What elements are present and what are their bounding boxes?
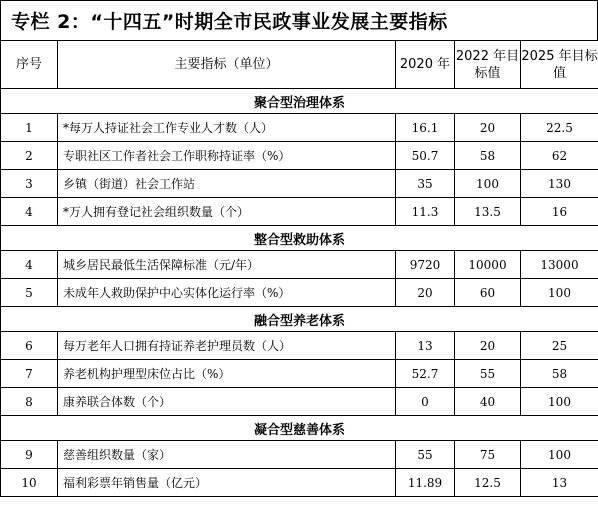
row-target-2022: 40	[455, 388, 521, 416]
row-indicator: *万人拥有登记社会组织数量（个）	[58, 198, 396, 226]
row-target-2022: 75	[455, 441, 521, 469]
header-indicator: 主要指标（单位）	[58, 41, 396, 89]
row-indicator: 慈善组织数量（家）	[58, 441, 396, 469]
row-indicator: 城乡居民最低生活保障标准（元/年）	[58, 251, 396, 279]
row-indicator: 每万老年人口拥有持证养老护理员数（人）	[58, 332, 396, 360]
row-indicator: 乡镇（街道）社会工作站	[58, 170, 396, 198]
header-seq: 序号	[1, 41, 58, 89]
row-number: 7	[1, 360, 58, 388]
row-target-2025: 100	[521, 388, 598, 416]
row-value-2020: 52.7	[396, 360, 455, 388]
row-indicator: 福利彩票年销售量（亿元）	[58, 469, 396, 497]
header-row	[1, 41, 598, 89]
row-target-2025: 16	[521, 198, 598, 226]
table-row	[1, 469, 598, 497]
row-target-2022: 58	[455, 142, 521, 170]
table-row	[1, 198, 598, 226]
row-value-2020: 20	[396, 279, 455, 307]
row-value-2020: 11.3	[396, 198, 455, 226]
row-value-2020: 9720	[396, 251, 455, 279]
row-target-2025: 62	[521, 142, 598, 170]
row-target-2022: 60	[455, 279, 521, 307]
table-row	[1, 441, 598, 469]
row-target-2022: 13.5	[455, 198, 521, 226]
row-target-2022: 10000	[455, 251, 521, 279]
header-2020: 2020 年	[396, 41, 455, 89]
row-number: 10	[1, 469, 58, 497]
row-target-2025: 58	[521, 360, 598, 388]
row-number: 8	[1, 388, 58, 416]
table-row	[1, 360, 598, 388]
section-row	[1, 226, 598, 251]
row-number: 4	[1, 251, 58, 279]
row-number: 1	[1, 114, 58, 142]
row-target-2022: 100	[455, 170, 521, 198]
row-value-2020: 35	[396, 170, 455, 198]
row-indicator: *每万人持证社会工作专业人才数（人）	[58, 114, 396, 142]
table-row	[1, 142, 598, 170]
table-row	[1, 332, 598, 360]
row-number: 4	[1, 198, 58, 226]
section-title: 凝合型慈善体系	[1, 416, 598, 441]
row-number: 3	[1, 170, 58, 198]
row-target-2022: 12.5	[455, 469, 521, 497]
row-number: 2	[1, 142, 58, 170]
row-target-2025: 13000	[521, 251, 598, 279]
row-indicator: 未成年人救助保护中心实体化运行率（%）	[58, 279, 396, 307]
row-target-2022: 20	[455, 114, 521, 142]
table-row	[1, 279, 598, 307]
section-title: 聚合型治理体系	[1, 89, 598, 114]
section-title: 整合型救助体系	[1, 226, 598, 251]
row-target-2025: 25	[521, 332, 598, 360]
row-number: 9	[1, 441, 58, 469]
row-value-2020: 16.1	[396, 114, 455, 142]
row-target-2022: 20	[455, 332, 521, 360]
row-number: 5	[1, 279, 58, 307]
header-2022-target: 2022 年目标值	[455, 41, 521, 89]
row-target-2025: 13	[521, 469, 598, 497]
row-value-2020: 13	[396, 332, 455, 360]
row-target-2025: 22.5	[521, 114, 598, 142]
row-indicator: 康养联合体数（个）	[58, 388, 396, 416]
row-number: 6	[1, 332, 58, 360]
row-indicator: 养老机构护理型床位占比（%）	[58, 360, 396, 388]
section-title: 融合型养老体系	[1, 307, 598, 332]
row-indicator: 专职社区工作者社会工作职称持证率（%）	[58, 142, 396, 170]
table-row	[1, 251, 598, 279]
row-target-2022: 55	[455, 360, 521, 388]
table-row	[1, 170, 598, 198]
row-value-2020: 50.7	[396, 142, 455, 170]
page-title: 专栏 2：“十四五”时期全市民政事业发展主要指标	[11, 11, 448, 33]
section-row	[1, 307, 598, 332]
header-2025-target: 2025 年目标值	[521, 41, 598, 89]
row-value-2020: 0	[396, 388, 455, 416]
row-value-2020: 55	[396, 441, 455, 469]
table-row	[1, 114, 598, 142]
row-value-2020: 11.89	[396, 469, 455, 497]
row-target-2025: 100	[521, 279, 598, 307]
section-row	[1, 89, 598, 114]
section-row	[1, 416, 598, 441]
table-row	[1, 388, 598, 416]
row-target-2025: 130	[521, 170, 598, 198]
row-target-2025: 100	[521, 441, 598, 469]
title-bar	[0, 0, 598, 40]
indicators-table	[0, 40, 598, 497]
